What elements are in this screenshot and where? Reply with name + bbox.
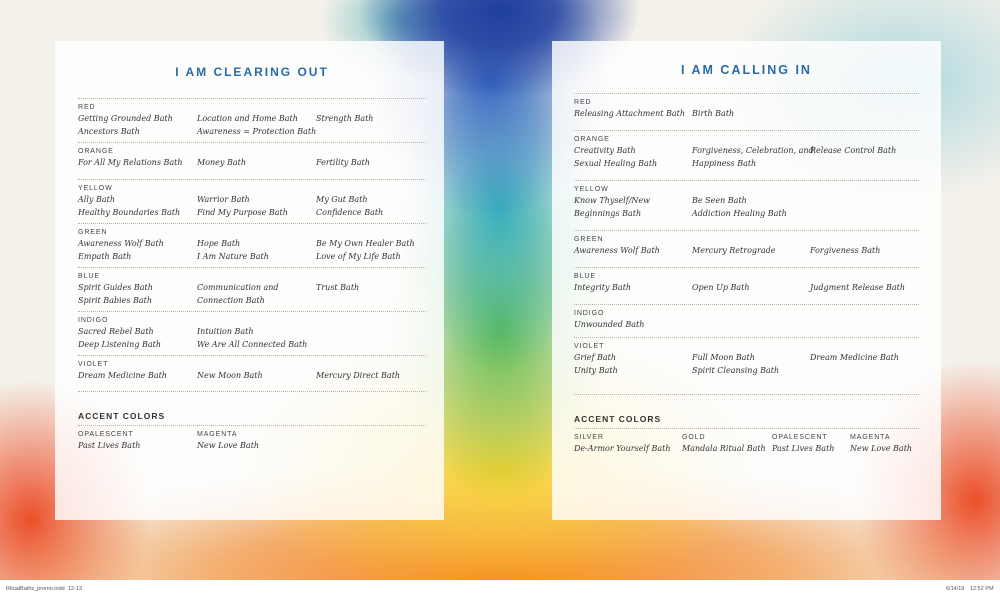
accent-label: OPALESCENT [772,434,828,441]
bath-item: New Love Bath [850,444,913,453]
group-label: YELLOW [78,185,113,192]
bath-item: Be Seen Bath [692,196,747,205]
bath-item: Awareness Wolf Bath [574,246,660,255]
bath-item: Awareness Wolf Bath [78,239,164,248]
group-label: BLUE [574,273,596,280]
bath-item: Know Thyself/New [574,196,650,205]
bath-item: Deep Listening Bath [78,340,162,349]
bath-item: Sexual Healing Bath [574,159,658,168]
bath-item: Birth Bath [692,109,735,118]
bath-item: Money Bath [197,158,246,167]
group-label: RED [78,104,96,111]
accent-label: SILVER [574,434,604,441]
accent-entry [78,431,197,452]
color-group-orange [574,130,919,170]
color-group-yellow [574,180,919,220]
bath-item: Ancestors Bath [78,127,140,136]
group-label: ORANGE [78,148,114,155]
group-label: GREEN [78,229,108,236]
bath-item: Empath Bath [78,252,132,261]
group-label: VIOLET [574,343,605,350]
bath-item: Find My Purpose Bath [197,208,288,217]
bath-item: Grief Bath [574,353,617,362]
bath-item: Connection Bath [197,296,265,305]
color-group-red [574,93,919,120]
bath-item: Dream Medicine Bath [810,353,899,362]
accent-colors [78,425,426,452]
divider [78,391,426,392]
bath-item: Mandala Ritual Bath [682,444,766,453]
bath-item: Judgment Release Bath [810,283,906,292]
bath-item: Confidence Bath [316,208,384,217]
slug-date: 6/14/19 [946,586,965,592]
bath-item: Intuition Bath [197,327,254,336]
bath-item: Spirit Cleansing Bath [692,366,780,375]
bath-item: Fertility Bath [316,158,370,167]
color-group-red [78,98,426,138]
bath-item: Unity Bath [574,366,618,375]
accent-label: MAGENTA [197,431,238,438]
bath-item: Unwounded Bath [574,320,645,329]
color-group-violet [574,337,919,377]
bath-item: Spirit Guides Bath [78,283,153,292]
bath-item: New Moon Bath [197,371,263,380]
group-label: INDIGO [78,317,109,324]
accent-entry [682,434,772,455]
color-group-blue [574,267,919,294]
bath-item: Forgiveness, Celebration, and [692,146,814,155]
color-group-violet [78,355,426,382]
group-label: RED [574,99,592,106]
color-group-orange [78,142,426,169]
bath-item: Beginnings Bath [574,209,642,218]
bath-item: Warrior Bath [197,195,250,204]
group-label: GREEN [574,236,604,243]
accent-entry [772,434,850,455]
bath-item: Hope Bath [197,239,241,248]
group-label: VIOLET [78,361,109,368]
color-group-yellow [78,179,426,219]
color-group-green [574,230,919,257]
accent-entry [197,431,316,452]
color-group-green [78,223,426,263]
group-label: YELLOW [574,186,609,193]
group-label: BLUE [78,273,100,280]
accent-entry [850,434,924,455]
accent-label: OPALESCENT [78,431,134,438]
color-group-indigo [574,304,919,331]
clearing-out-panel [55,41,444,520]
bath-item: Spirit Babies Bath [78,296,153,305]
accent-entry [574,434,682,455]
panel-title: I AM CALLING IN [681,63,812,77]
bath-item: For All My Relations Bath [78,158,183,167]
bath-item: We Are All Connected Bath [197,340,308,349]
calling-in-panel [552,41,941,520]
bath-item: Communication and [197,283,279,292]
bath-item: Addiction Healing Bath [692,209,787,218]
divider [574,394,919,395]
bath-item: Mercury Retrograde [692,246,776,255]
bath-item: Healthy Boundaries Bath [78,208,181,217]
accent-heading: ACCENT COLORS [574,414,662,424]
bath-item: Awareness = Protection Bath [197,127,317,136]
accent-label: GOLD [682,434,706,441]
bath-item: Love of My Life Bath [316,252,401,261]
bath-item: Strength Bath [316,114,374,123]
bath-item: Releasing Attachment Bath [574,109,686,118]
bath-item: Be My Own Healer Bath [316,239,415,248]
group-label: ORANGE [574,136,610,143]
accent-colors [574,428,919,455]
bath-item: Ally Bath [78,195,115,204]
print-slug [0,580,1000,596]
bath-item: Mercury Direct Bath [316,371,401,380]
bath-item: Dream Medicine Bath [78,371,167,380]
bath-item: Getting Grounded Bath [78,114,173,123]
accent-heading: ACCENT COLORS [78,411,166,421]
bath-item: Open Up Bath [692,283,750,292]
bath-item: My Gut Bath [316,195,368,204]
color-group-blue [78,267,426,307]
bath-item: Release Control Bath [810,146,897,155]
accent-label: MAGENTA [850,434,891,441]
bath-item: New Love Bath [197,441,260,450]
bath-item: Past Lives Bath [772,444,835,453]
slug-time: 12:52 PM [970,586,994,592]
bath-item: Location and Home Bath [197,114,298,123]
bath-item: Forgiveness Bath [810,246,881,255]
bath-item: Happiness Bath [692,159,757,168]
bath-item: Full Moon Bath [692,353,755,362]
panel-title: I AM CLEARING OUT [175,65,329,79]
bath-item: Sacred Rebel Bath [78,327,154,336]
bath-item: De-Armor Yourself Bath [574,444,671,453]
bath-item: Creativity Bath [574,146,636,155]
group-label: INDIGO [574,310,605,317]
bath-item: I Am Nature Bath [197,252,269,261]
bath-item: Integrity Bath [574,283,632,292]
page-range: 12-13 [68,586,83,592]
bath-item: Trust Bath [316,283,360,292]
bath-item: Past Lives Bath [78,441,141,450]
file-name: RitualBaths_promo.indd [6,586,65,592]
color-group-indigo [78,311,426,351]
